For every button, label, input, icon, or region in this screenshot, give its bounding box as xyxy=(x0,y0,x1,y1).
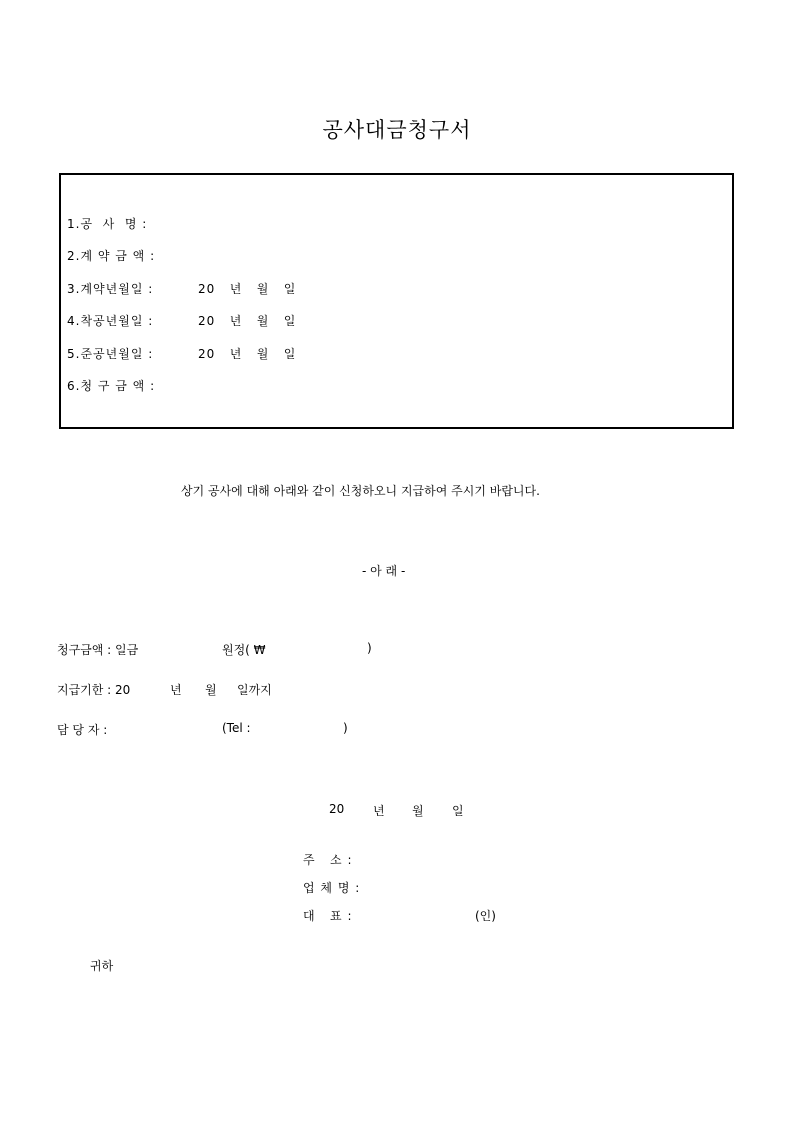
date-year: 20 xyxy=(329,802,345,816)
signer-address-label: 주 소 : xyxy=(303,853,353,867)
claim-won-label: 원정( ₩ xyxy=(222,643,266,657)
item-contract-date-value: 20 년 월 일 xyxy=(198,282,297,296)
signer-representative-label: 대 표 : xyxy=(303,909,353,923)
manager-label: 담 당 자 : xyxy=(57,723,108,737)
item-label: 6.청 구 금 액 : xyxy=(67,379,156,393)
seal-mark: (인) xyxy=(475,909,496,923)
item-label: 1.공 사 명 : xyxy=(67,217,148,231)
deadline-year: 년 xyxy=(170,683,182,697)
item-contract-date xyxy=(67,280,153,297)
item-completion-date xyxy=(67,345,153,362)
manager-close-paren: ) xyxy=(343,721,348,735)
date-y: 년 xyxy=(373,804,385,818)
item-label: 4.착공년월일 : xyxy=(67,314,154,328)
request-text: 상기 공사에 대해 아래와 같이 신청하오니 지급하여 주시기 바랍니다. xyxy=(181,484,540,498)
item-contract-amount xyxy=(67,247,155,264)
item-label: 2.계 약 금 액 : xyxy=(67,249,156,263)
date-d: 일 xyxy=(452,804,464,818)
manager-tel: (Tel : xyxy=(222,721,251,735)
item-label: 3.계약년월일 : xyxy=(67,282,154,296)
contract-info-box xyxy=(59,173,734,429)
date-m: 월 xyxy=(412,804,424,818)
deadline-day: 일까지 xyxy=(237,683,272,697)
claim-close-paren: ) xyxy=(367,641,372,655)
below-marker: - 아 래 - xyxy=(362,564,406,578)
item-project-name xyxy=(67,215,147,232)
item-start-date-value: 20 년 월 일 xyxy=(198,314,297,328)
item-label: 5.준공년월일 : xyxy=(67,347,154,361)
deadline-label: 지급기한 : 20 xyxy=(57,683,131,697)
deadline-month: 월 xyxy=(205,683,217,697)
claim-amount-label: 청구금액 : 일금 xyxy=(57,643,139,657)
recipient: 귀하 xyxy=(90,959,114,973)
item-completion-date-value: 20 년 월 일 xyxy=(198,347,297,361)
signer-company-label: 업 체 명 : xyxy=(303,881,361,895)
item-start-date xyxy=(67,312,153,329)
document-title: 공사대금청구서 xyxy=(322,118,472,142)
item-claim-amount xyxy=(67,377,155,394)
